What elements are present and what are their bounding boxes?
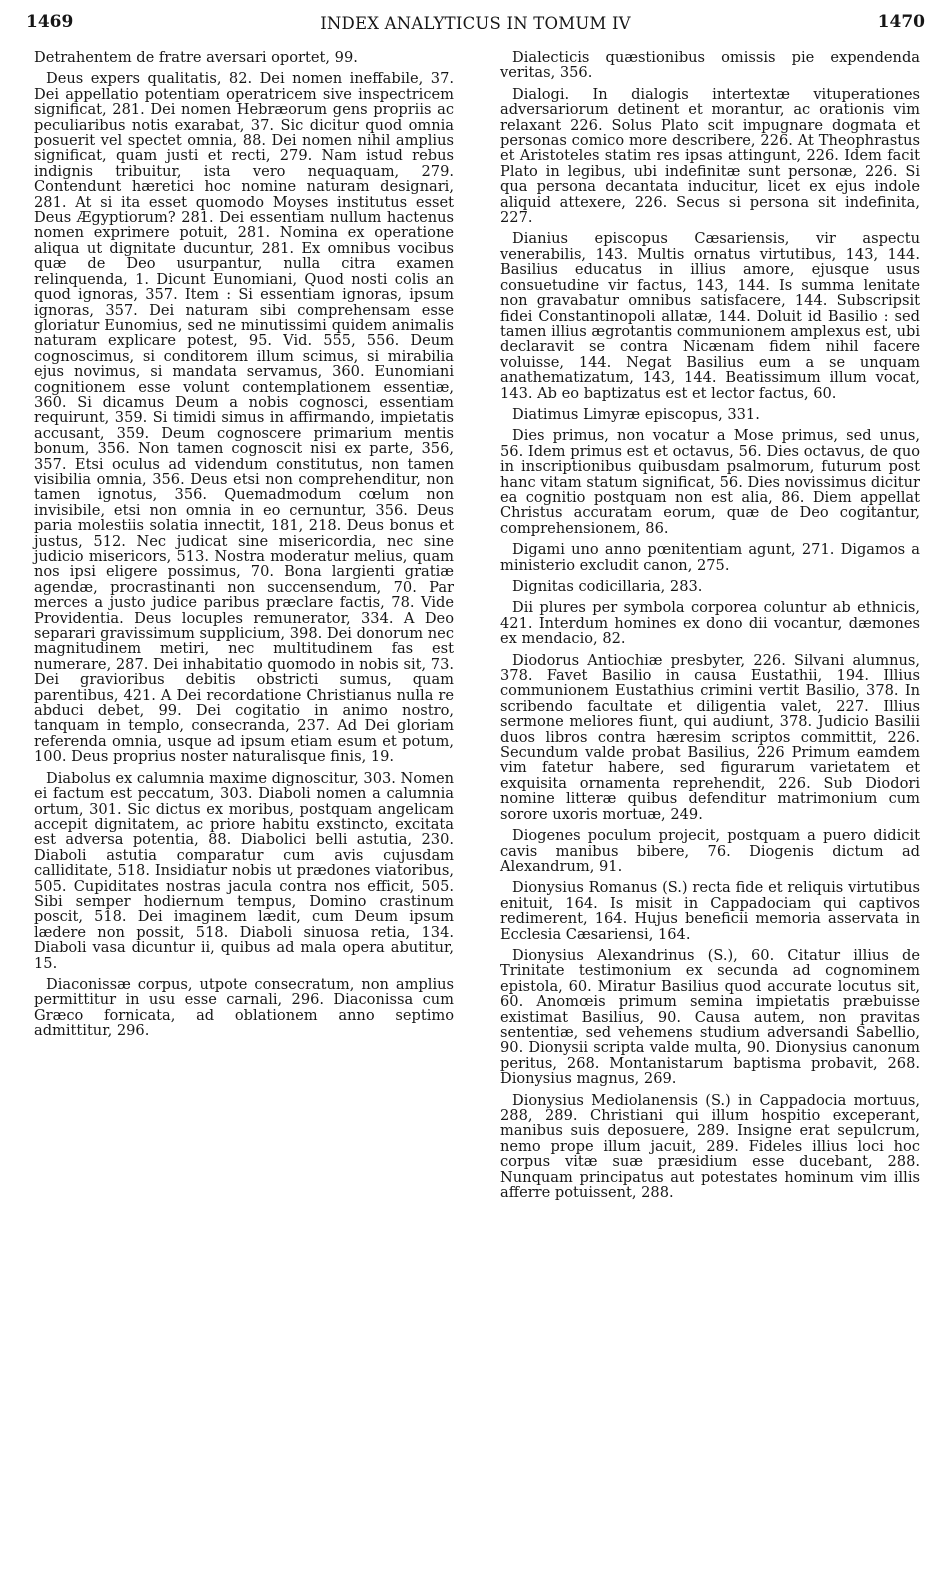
index-entry: Dialecticis quæstionibus omissis pie expendenda veritas, 356. <box>500 49 920 82</box>
index-entry: Diaconissæ corpus, utpote consecratum, non amplius permittitur in usu esse carnali, 296. Diaconissa cum Græco fornicata, ad oblationem anno septimo admittitur, 296. <box>34 975 454 1040</box>
right-column <box>500 50 920 1206</box>
index-entry: Deus expers qualitatis, 82. Dei nomen ineffabile, 37. Dei appellatio potentiam operatricem sive inspectricem significat, 281. Dei nomen Hebræorum gens propriis ac peculiaribus notis exarabat, 37. Sic dicitur quod omnia posuerit vel spectet omnia, 88. Dei nomen nihil amplius significat, quam justi et recti, 279. Nam istud rebus indignis tribuitur, ista vero nequaquam, 279. Contendunt hæretici hoc nomine naturam designari, 281. At si ita esset quomodo Moyses institutus esset Deus Ægyptiorum? 281. Dei essentiam nullum hactenus nomen exprimere potuit, 281. Nomina ex operatione aliqua ut dignitate ducuntur, 281. Ex omnibus vocibus quæ de Deo usurpantur, nulla citra examen relinquenda, 1. Dicunt Eunomiani, Quod nosti colis an quod ignoras, 357. Item : Si essentiam ignoras, ipsum ignoras, 357. Dei naturam sibi comprehensam esse gloriatur Eunomius, sed ne minutissimi quidem animalis naturam explicare potest, 95. Vid. 555, 556. Deum cognoscimus, si conditorem illum scimus, si mirabilia ejus novimus, si mandata servamus, 360. Eunomiani cognitionem esse volunt contemplationem essentiæ, 360. Si dicamus Deum a nobis cognosci, essentiam requirunt, 359. Si timidi simus in affirmando, impietatis accusant, 359. Deum cognoscere primarium mentis bonum, 356. Non tamen cognoscit nisi ex parte, 356, 357. Etsi oculus ad videndum constitutus, non tamen visibilia omnia, 356. Deus etsi non comprehenditur, non tamen ignotus, 356. Quemadmodum cœlum non invisibile, etsi non omnia in eo cernuntur, 356. Deus paria molestiis solatia innectit, 181, 218. Deus bonus et justus, 512. Nec judicat sine misericordia, nec sine judicio misericors, 513. Nostra moderatur melius, quam nos ipsi eligere possimus, 70. Bona largienti gratiæ agendæ, procrastinanti non succensendum, 70. Par merces a justo judice paribus præclare factis, 78. Vide Providentia. Deus locuples remunerator, 334. A Deo separari gravissimum supplicium, 398. Dei donorum nec magnitudinem metiri, nec multitudinem fas est numerare, 287. Dei inhabitatio quomodo in nobis sit, 73. Dei gravioribus debitis obstricti sumus, quam parentibus, 421. A Dei recordatione Christianus nulla re abduci debet, 99. Dei cogitatio in animo nostro, tanquam in templo, consecranda, 237. Ad Dei gloriam referenda omnia, usque ad ipsum etiam esum et potum, 100. Deus proprius noster naturalisque finis, 19. <box>34 70 454 766</box>
index-entry: Dionysius Mediolanensis (S.) in Cappadocia mortuus, 288, 289. Christiani qui illum hospitio exceperant, manibus suis deposuere, 289. Insigne erat sepulcrum, nemo prope illum jacuit, 289. Fideles illius loci hoc corpus vitæ suæ præsidium esse ducebant, 288. Nunquam principatus aut potestates hominum vim illis afferre potuissent, 288. <box>500 1091 920 1202</box>
index-entry: Dianius episcopus Cæsariensis, vir aspectu venerabilis, 143. Multis ornatus virtutibus, 143, 144. Basilius educatus in illius amore, ejusque usus consuetudine vir factus, 143, 144. Is summa lenitate non gravabatur omnibus satisfacere, 144. Subscripsit fidei Constantinopoli allatæ, 144. Doluit id Basilio : sed tamen illius ægrotantis communionem amplexus est, ubi declaravit se contra Nicænam fidem nihil facere voluisse, 144. Negat Basilius eum a se unquam anathematizatum, 143, 144. Beatissimum illum vocat, 143. Ab eo baptizatus est et lector factus, 60. <box>500 230 920 402</box>
index-entry: Dii plures per symbola corporea coluntur ab ethnicis, 421. Interdum homines ex dono dii vocantur, dæmones ex mendacio, 82. <box>500 599 920 648</box>
index-entry: Diogenes poculum projecit, postquam a puero didicit cavis manibus bibere, 76. Diogenis dictum ad Alexandrum, 91. <box>500 827 920 875</box>
index-entry: Diodorus Antiochiæ presbyter, 226. Silvani alumnus, 378. Favet Basilio in causa Eustathii, 194. Illius communionem Eustathius crimini vertit Basilio, 378. In scribendo facultate et diligentia valet, 227. Illius sermone meliores fiunt, qui audiunt, 378. Judicio Basilii duos libros contra hæresim scriptos committit, 226. Secundum valde probat Basilius, 226 Primum eamdem vim fatetur habere, sed figurarum varietatem et exquisita ornamenta reprehendit, 226. Sub Diodori nomine litteræ quibus defenditur matrimonium cum sorore uxoris mortuæ, 249. <box>500 651 920 823</box>
page-number-left: 1469 <box>26 12 74 32</box>
left-column <box>34 50 454 1045</box>
index-entry: Diatimus Limyræ episcopus, 331. <box>512 405 760 423</box>
index-entry: Diabolus ex calumnia maxime dignoscitur, 303. Nomen ei factum est peccatum, 303. Diaboli nomen a calumnia ortum, 301. Sic dictus ex moribus, postquam angelicam accepit dignitatem, ac priore habitu exstincto, excitata est adversa potentia, 88. Diabolici belli astutia, 230. Diaboli astutia comparatur cum avis cujusdam calliditate, 518. Insidiatur nobis ut prædones viatoribus, 505. Cupiditates nostras jacula contra nos efficit, 505. Sibi semper hodiernum tempus, Domino crastinum poscit, 518. Dei imaginem lædit, cum Deum ipsum lædere non possit, 518. Diaboli sinuosa retia, 134. Diaboli vasa dicuntur ii, quibus ad mala opera abutitur, 15. <box>34 769 454 972</box>
index-entry: Dionysius Alexandrinus (S.), 60. Citatur illius de Trinitate testimonium ex secunda ad cognominem epistola, 60. Miratur Basilius quod accurate locutus sit, 60. Anomœis primum semina impietatis præbuisse existimat Basilius, 90. Causa autem, non pravitas sententiæ, sed vehemens studium adversandi Sabellio, 90. Dionysii scripta valde multa, 90. Dionysius canonum peritus, 268. Montanistarum baptisma probavit, 268. Dionysius magnus, 269. <box>500 946 920 1088</box>
index-entry: Dignitas codicillaria, 283. <box>512 578 703 595</box>
index-entry: Dionysius Romanus (S.) recta fide et reliquis virtutibus enituit, 164. Is misit in Cappadociam qui captivos redimerent, 164. Hujus beneficii memoria asservata in Ecclesia Cæsariensi, 164. <box>500 879 920 943</box>
index-entry: Digami uno anno pœnitentiam agunt, 271. Digamos a ministerio excludit canon, 275. <box>500 541 920 574</box>
page-header <box>0 12 951 38</box>
index-entry: Detrahentem de fratre aversari oportet, 99. <box>34 49 358 66</box>
running-title: INDEX ANALYTICUS IN TOMUM IV <box>320 14 631 33</box>
index-entry: Dialogi. In dialogis intertextæ vituperationes adversariorum detinent et morantur, ac orationis vim relaxant 226. Solus Plato scit impugnare dogmata et personas comico more describere, 226. At Theophrastus et Aristoteles statim res ipsas attingunt, 226. Idem facit Plato in legibus, ubi indefinitæ sunt personæ, 226. Si qua persona decantata inducitur, licet ex ejus indole aliquid attexere, 226. Secus si persona sit indefinita, 227. <box>500 85 920 227</box>
page-number-right: 1470 <box>877 12 925 32</box>
index-entry: Dies primus, non vocatur a Mose primus, sed unus, 56. Idem primus est et octavus, 56. Dies octavus, de quo in inscriptionibus quibusdam psalmorum, futurum post hanc vitam statum significat, 56. Dies novissimus dicitur ea cognitio postquam non est alia, 86. Diem appellat Christus accuratam eorum, quæ de Deo cogitantur, comprehensionem, 86. <box>500 427 920 537</box>
